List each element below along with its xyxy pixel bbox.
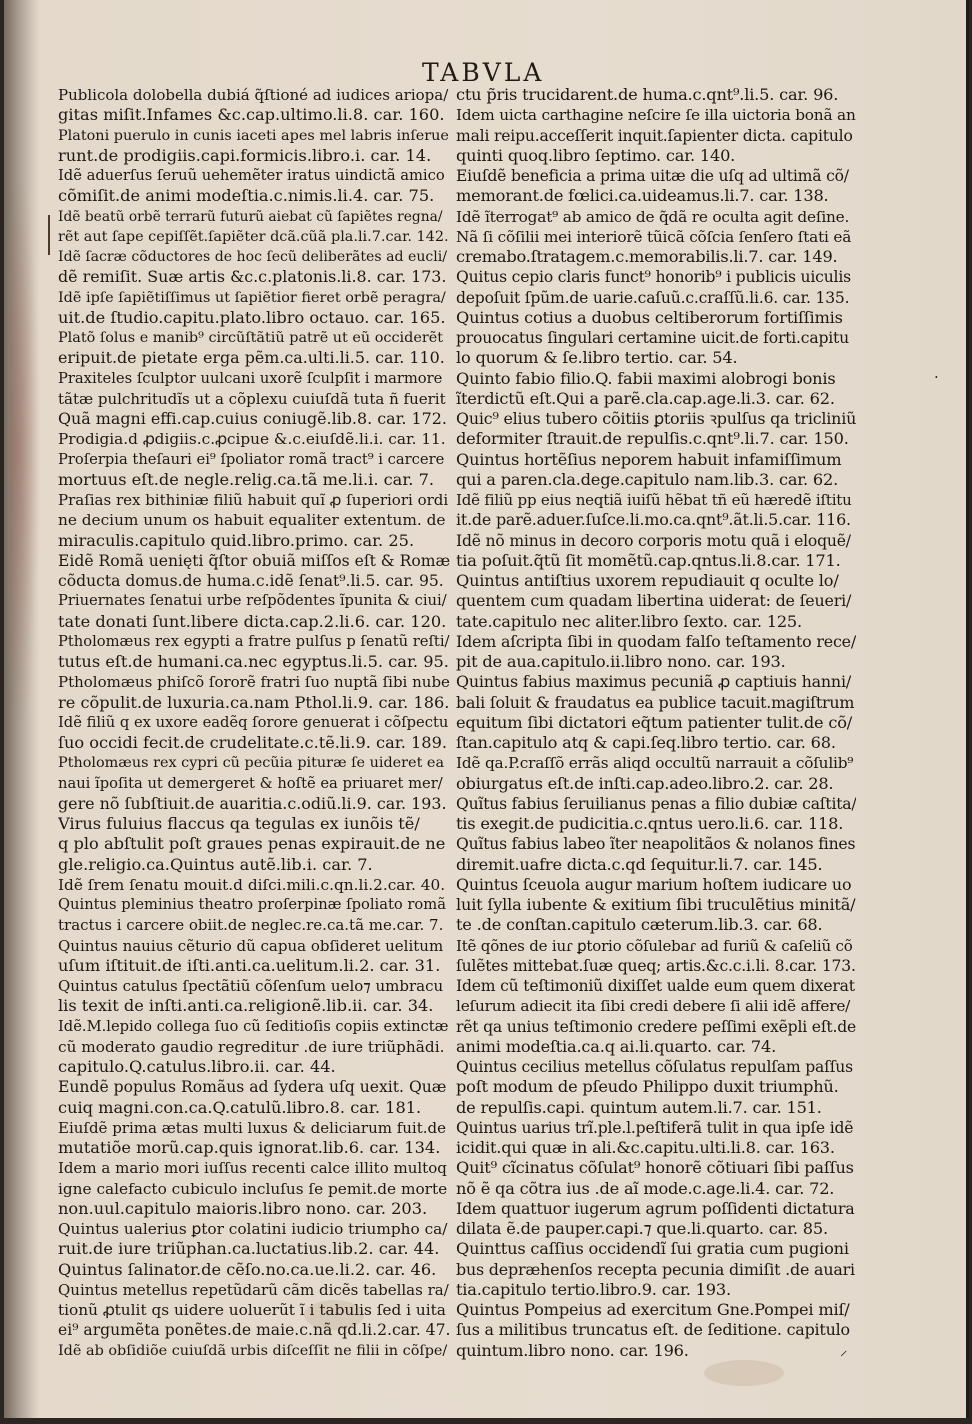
index-line: prouocatus ſingulari certamine uicit.de forti.capitu [456, 329, 849, 347]
index-line: Quintus uarius trĩ.ple.l.peſtiferã tulit in qua ipſe idẽ [456, 1118, 854, 1137]
index-line: Prodigia.d ꝓdigiis.c.ꝓcipue &.c.eiuſdẽ.li.i. car. 11. [58, 430, 446, 449]
index-line: Quintus metellus repetũdarũ cãm dicẽs tabellas ra/ [58, 1280, 449, 1299]
index-line: memorant.de fœlici.ca.uideamus.li.7. car. 138. [456, 186, 829, 206]
index-line: tate donati ſunt.libere dicta.cap.2.li.6. car. 120. [58, 611, 447, 631]
index-line: Idẽ nõ minus in decoro corporis motu quã i eloquẽ/ [456, 531, 851, 550]
index-line: Quitus cepio claris funct⁹ honorib⁹ i publicis uiculis [456, 268, 851, 287]
index-line: Idẽ beatũ orbẽ terrarũ futurũ aiebat cũ ſapiẽtes regna/ [58, 208, 443, 225]
index-line: Eiuſdẽ prima ætas multi luxus & deliciarum fuit.de [58, 1118, 447, 1137]
index-line: uſum iſtituit.de iſti.anti.ca.uelitum.li.2. car. 31. [58, 955, 441, 975]
index-line: Idem aſcripta ſibi in quodam falſo teſtamento rece/ [456, 631, 856, 651]
index-line: Idem uicta carthagine neſcire ſe illa uictoria bonã an [456, 106, 856, 125]
index-line: runt.de prodigiis.capi.formicis.libro.i. car. 14. [58, 145, 432, 165]
index-line: uit.de ſtudio.capitu.plato.libro octauo. car. 165. [58, 307, 446, 327]
index-line: cũ moderato gaudio regreditur .de iure triũphãdi. [58, 1037, 445, 1056]
margin-dot: · [934, 368, 939, 386]
index-line: tractus i carcere obiit.de neglec.re.ca.tã me.car. 7. [58, 916, 444, 935]
index-line: gle.religio.ca.Quintus autẽ.lib.i. car. 7. [58, 854, 373, 874]
index-line: cõmiſit.de animi modeſtia.c.nimis.li.4. car. 75. [58, 186, 435, 206]
index-line: rẽt aut ſape cepiſſẽt.ſapiẽter dcã.cũã pla.li.7.car. 142. [58, 228, 449, 245]
index-line: Idẽ aduerſus ſeruũ uehemẽter iratus uindictã amico [58, 167, 445, 184]
index-line: de repulſis.capi. quintum autem.li.7. car. 151. [456, 1097, 822, 1117]
index-line: Quit⁹ cĩcinatus cõſulat⁹ honorẽ cõtiuari ſibi paſſus [456, 1158, 854, 1178]
index-line: Quĩtus fabius ſeruilianus penas a filio dubiæ caſtita/ [456, 794, 856, 813]
index-line: Quintus ualerius ꝑtor colatini iudicio triumpho ca/ [58, 1220, 448, 1238]
index-line: q plo abſtulit poſt graues penas expirauit.de ne [58, 834, 446, 854]
index-line: Idẽ ĩterrogat⁹ ab amico de q̃dã re oculta agit deſine. [456, 207, 850, 226]
index-line: mortuus eſt.de negle.relig.ca.tã me.li.i. car. 7. [58, 469, 435, 489]
index-line: Quintus hortẽſius neporem habuit infamiſſimum [456, 449, 842, 469]
margin-mark [48, 215, 50, 255]
index-line: Quintus Pompeius ad exercitum Gne.Pompei miſ/ [456, 1300, 850, 1319]
index-line: Eiuſdẽ beneficia a prima uitæ die uſq ad ultimã cõ/ [456, 167, 849, 185]
index-line: rẽt qa unius teſtimonio credere peſſimi exẽpli eſt.de [456, 1017, 856, 1036]
index-line: Quintus ſceuola augur marium hoſtem iudicare uo [456, 874, 852, 894]
index-line: Quic⁹ elius tubero cõitiis ꝑtoriis ꝛpulſus qa tricliniũ [456, 409, 856, 428]
index-line: gitas miſit.Infames &c.cap.ultimo.li.8. car. 160. [58, 105, 445, 125]
index-line: ſulẽtes mittebat.ſuæ queq; artis.&c.c.i.li. 8.car. 173. [456, 956, 856, 975]
index-line: cremabo.ſtratagem.c.memorabilis.li.7. car. 149. [456, 247, 838, 266]
index-line: ſuo occidi fecit.de crudelitate.c.tẽ.li.9. car. 189. [58, 733, 448, 752]
index-line: eripuit.de pietate erga pẽm.ca.ulti.li.5. car. 110. [58, 348, 445, 368]
index-line: Quintus antiſtius uxorem repudiauit q oculte lo/ [456, 571, 839, 590]
index-line: Eundẽ populus Romãus ad ſydera uſq uexit. Quæ [58, 1078, 447, 1097]
index-line: depoſuit ſpũm.de uarie.caſuũ.c.craſſũ.li.6. car. 135. [456, 288, 850, 307]
index-line: Quintus catulus ſpectãtiũ cõſenſum uelo⁊ umbracu [58, 977, 444, 995]
index-line: Eidẽ Romã uenięti q̃ſtor obuiã miſſos eſt & Romæ [58, 551, 450, 570]
index-line: diremit.uafre dicta.c.qd ſequitur.li.7. car. 145. [456, 854, 823, 874]
book-page [4, 0, 969, 1418]
index-line: cõducta domus.de huma.c.idẽ ſenat⁹.li.5. car. 95. [58, 572, 444, 590]
index-line: Platõ ſolus e manib⁹ circũſtãtiũ patrẽ ut eũ occiderẽt [58, 330, 444, 346]
index-line: igne calefacto cubiculo incluſus ſe pemit.de morte [58, 1179, 448, 1198]
index-line: tia.capitulo tertio.libro.9. car. 193. [456, 1279, 731, 1299]
index-line: poſt modum de pſeudo Philippo duxit triumphũ. [456, 1077, 839, 1097]
index-line: tia poſuit.q̃tũ ſit momẽtũ.cap.qntus.li.8.car. 171. [456, 550, 841, 570]
index-line: Ptholomæus phiſcõ ſororẽ fratri ſuo nuptã ſibi nube [58, 673, 450, 692]
index-line: Quintus pleminius theatro proſerpinæ ſpoliato romã [58, 896, 446, 913]
index-line: lis texit de inſti.anti.ca.religionẽ.lib.ii. car. 34. [58, 996, 434, 1016]
index-line: ctu p̃ris trucidarent.de huma.c.qnt⁹.li.5. car. 96. [456, 85, 839, 104]
index-line: bali ſoluit & fraudatus ea publice tacuit.magiſtrum [456, 692, 855, 712]
index-line: dẽ remiſit. Suæ artis &c.c.platonis.li.8. car. 173. [58, 267, 447, 287]
right-column [456, 85, 856, 1361]
index-line: icidit.qui quæ in ali.&c.capitu.ulti.li.8. car. 163. [456, 1138, 835, 1157]
index-line: Nã ſi cõſilii mei interiorẽ tũicã cõſcia ſenſero ſtati eã [456, 227, 852, 246]
index-line: re cõpulit.de luxuria.ca.nam Pthol.li.9. car. 186. [58, 692, 450, 712]
index-line: nõ ẽ qa cõtra ius .de aĩ mode.c.age.li.4. car. 72. [456, 1178, 835, 1198]
index-line: dilata ẽ.de pauper.capi.⁊ que.li.quarto. car. 85. [456, 1219, 828, 1238]
index-line: Platoni puerulo in cunis iaceti apes mel labris inſerue [58, 127, 449, 144]
index-line: ĩterdictũ eſt.Qui a parẽ.cla.cap.age.li.3. car. 62. [456, 388, 835, 408]
index-line: ſus a militibus truncatus eſt. de ſeditione. capitulo [456, 1320, 850, 1340]
page-title: TABVLA [422, 58, 545, 87]
index-line: Idẽ ſrem ſenatu mouit.d diſci.mili.c.qn.li.2.car. 40. [58, 875, 446, 894]
index-line: tis exegit.de pudicitia.c.qntus uero.li.6. car. 118. [456, 814, 844, 833]
index-line: ruit.de iure triũphan.ca.luctatius.lib.2. car. 44. [58, 1239, 440, 1259]
index-line: Idem quattuor iugerum agrum poſſidenti dictatura [456, 1198, 855, 1218]
index-line: Quintus ſalinator.de cẽſo.no.ca.ue.li.2. car. 46. [58, 1259, 437, 1279]
index-line: Idẽ filiũ q ex uxore eadẽq ſorore genuerat i cõſpectu [58, 713, 449, 731]
index-line: Quintus fabius maximus pecuniã ꝓ captiuis hanni/ [456, 672, 852, 692]
index-line: quentem cum quadam libertina uiderat: de ſeueri/ [456, 591, 852, 611]
index-line: Publicola dolobella dubiá q̃ſtioné ad iudices ariopa/ [58, 86, 449, 104]
index-line: ei⁹ argumẽta ponẽtes.de maie.c.nã qd.li.2.car. 47. [58, 1321, 450, 1340]
index-line: te .de conſtan.capitulo cæterum.lib.3. car. 68. [456, 915, 823, 935]
index-line: animi modeſtia.ca.q ai.li.quarto. car. 74. [456, 1036, 777, 1056]
index-line: equitum ſibi dictatori eq̃tum patienter tulit.de cõ/ [456, 712, 853, 732]
index-line: tãtæ pulchritudĩs ut a cõplexu cuiuſdã tuta ñ fuerit [58, 389, 446, 408]
index-line: Idem a mario mori iuſſus recenti calce illito multoq [58, 1159, 447, 1178]
left-column [58, 85, 450, 1361]
index-line: Praxiteles ſculptor uulcani uxorẽ ſculpſit i marmore [58, 369, 443, 387]
index-line: Praſias rex bithiniæ filiũ habuit quĩ ꝓ ſuperiori ordi [58, 491, 449, 509]
index-line: mali reipu.acceſſerit inquit.ſapienter dicta. capitulo [456, 126, 853, 145]
index-line: leſurum adiecit ita ſibi credi debere ſi alii idẽ affere/ [456, 997, 851, 1016]
index-line: capitulo.Q.catulus.libro.ii. car. 44. [58, 1057, 336, 1076]
index-line: naui ĩpoſita ut demergeret & hoſtẽ ea priuaret mer/ [58, 774, 443, 792]
index-line: Idẽ ſacræ cõductores de hoc ſecũ deliberãtes ad eucli/ [58, 249, 448, 265]
index-line: qui a paren.cla.dege.capitulo nam.lib.3. car. 62. [456, 469, 839, 489]
index-line: mutatiõe morũ.cap.quis ignorat.lib.6. car. 134. [58, 1138, 441, 1157]
index-line: Quintus cotius a duobus celtiberorum fortiſſimis [456, 307, 843, 327]
index-line: gere nõ ſubſtiuit.de auaritia.c.odiũ.li.9. car. 193. [58, 793, 447, 813]
index-line: Quinto fabio filio.Q. fabii maximi alobrogi bonis [456, 368, 836, 388]
index-line: Quintus nauius cẽturio dũ capua obſideret uelitum [58, 936, 444, 955]
index-line: deformiter ſtrauit.de repulſis.c.qnt⁹.li.7. car. 150. [456, 429, 849, 449]
index-line: Idẽ qa.P.craſſõ errãs aliqd occultũ narrauit a cõſulib⁹ [456, 754, 854, 773]
index-line: Priuernates ſenatui urbe reſpõdentes ĩpunita & ciui/ [58, 592, 447, 610]
index-line: Itẽ qõnes de iuɾ ꝑtorio cõſulebaɾ ad furiũ & caſeliũ cõ [456, 936, 853, 955]
index-line: ſtan.capitulo atq & capi.ſeq.libro tertio. car. 68. [456, 733, 836, 752]
index-line: Quĩtus fabius labeo ĩter neapolitãos & nolanos fines [456, 835, 856, 854]
index-line: lo quorum & ſe.libro tertio. car. 54. [456, 348, 738, 368]
index-line: tutus eſt.de humani.ca.nec egyptus.li.5. car. 95. [58, 652, 449, 671]
index-line: ne decium unum os habuit equaliter extentum. de [58, 511, 446, 530]
index-line: Idẽ.M.lepido collega ſuo cũ ſeditioſis copiis extinctæ [58, 1017, 449, 1035]
index-line: tionũ ꝓtulit qs uidere uoluerũt ĩ i tabulis ſed i uita [58, 1301, 446, 1319]
index-line: it.de parẽ.aduer.ſuſce.li.mo.ca.qnt⁹.ãt.li.5.car. 116. [456, 510, 851, 530]
page-stain [10, 170, 40, 730]
index-line: Idẽ filiũ pp eius neqtiã iuiſũ hẽbat tñ eũ hæredẽ iſtitu [456, 491, 852, 509]
foxing-spot [704, 1360, 784, 1386]
index-line: Proſerpia theſauri ei⁹ ſpoliator romã tract⁹ i carcere [58, 450, 445, 468]
index-line: Idẽ ipſe ſapiẽtiſſimus ut ſapiẽtior fieret orbẽ peragra/ [58, 289, 446, 306]
index-line: Quinttus caſſius occidendĩ ſui gratia cum pugioni [456, 1239, 849, 1259]
index-line: non.uul.capitulo maioris.libro nono. car. 203. [58, 1198, 428, 1218]
index-line: Virus fuluius flaccus qa tegulas ex iunõis tẽ/ [58, 814, 420, 833]
index-line: obiurgatus eſt.de inſti.cap.adeo.libro.2. car. 28. [456, 773, 834, 793]
index-line: Ptholomæus rex cypri cũ pecũia pituræ ſe uideret ea [58, 755, 445, 772]
index-line: Idem cũ teſtimoniũ dixiſſet ualde eum quem dixerat [456, 977, 855, 995]
index-line: Ptholomæus rex egypti a fratre pulſus p ſenatũ reſti/ [58, 632, 450, 650]
index-line: Quã magni effi.cap.cuius coniugẽ.lib.8. car. 172. [58, 409, 447, 428]
index-line: Quintus cecilius metellus cõſulatus repulſam paſſus [456, 1058, 853, 1076]
index-line: pit de aua.capitulo.ii.libro nono. car. 193. [456, 652, 786, 671]
index-line: quinti quoq.libro ſeptimo. car. 140. [456, 145, 736, 165]
index-line: miraculis.capitulo quid.libro.primo. car. 25. [58, 530, 415, 550]
margin-dot: ⸝ [840, 1341, 848, 1359]
index-line: quintum.libro nono. car. 196. [456, 1340, 689, 1360]
index-line: Idẽ ab obſidiõe cuiuſdã urbis diſceſſit ne filii in cõſpe/ [58, 1342, 448, 1359]
index-line: luit ſylla iubente & exitium ſibi truculẽtius minitã/ [456, 895, 856, 914]
index-line: cuiq magni.con.ca.Q.catulũ.libro.8. car. 181. [58, 1097, 422, 1117]
index-line: tate.capitulo nec aliter.libro ſexto. car. 125. [456, 611, 802, 631]
index-line: bus depræhenſos recepta pecunia dimiſit .de auari [456, 1259, 855, 1279]
